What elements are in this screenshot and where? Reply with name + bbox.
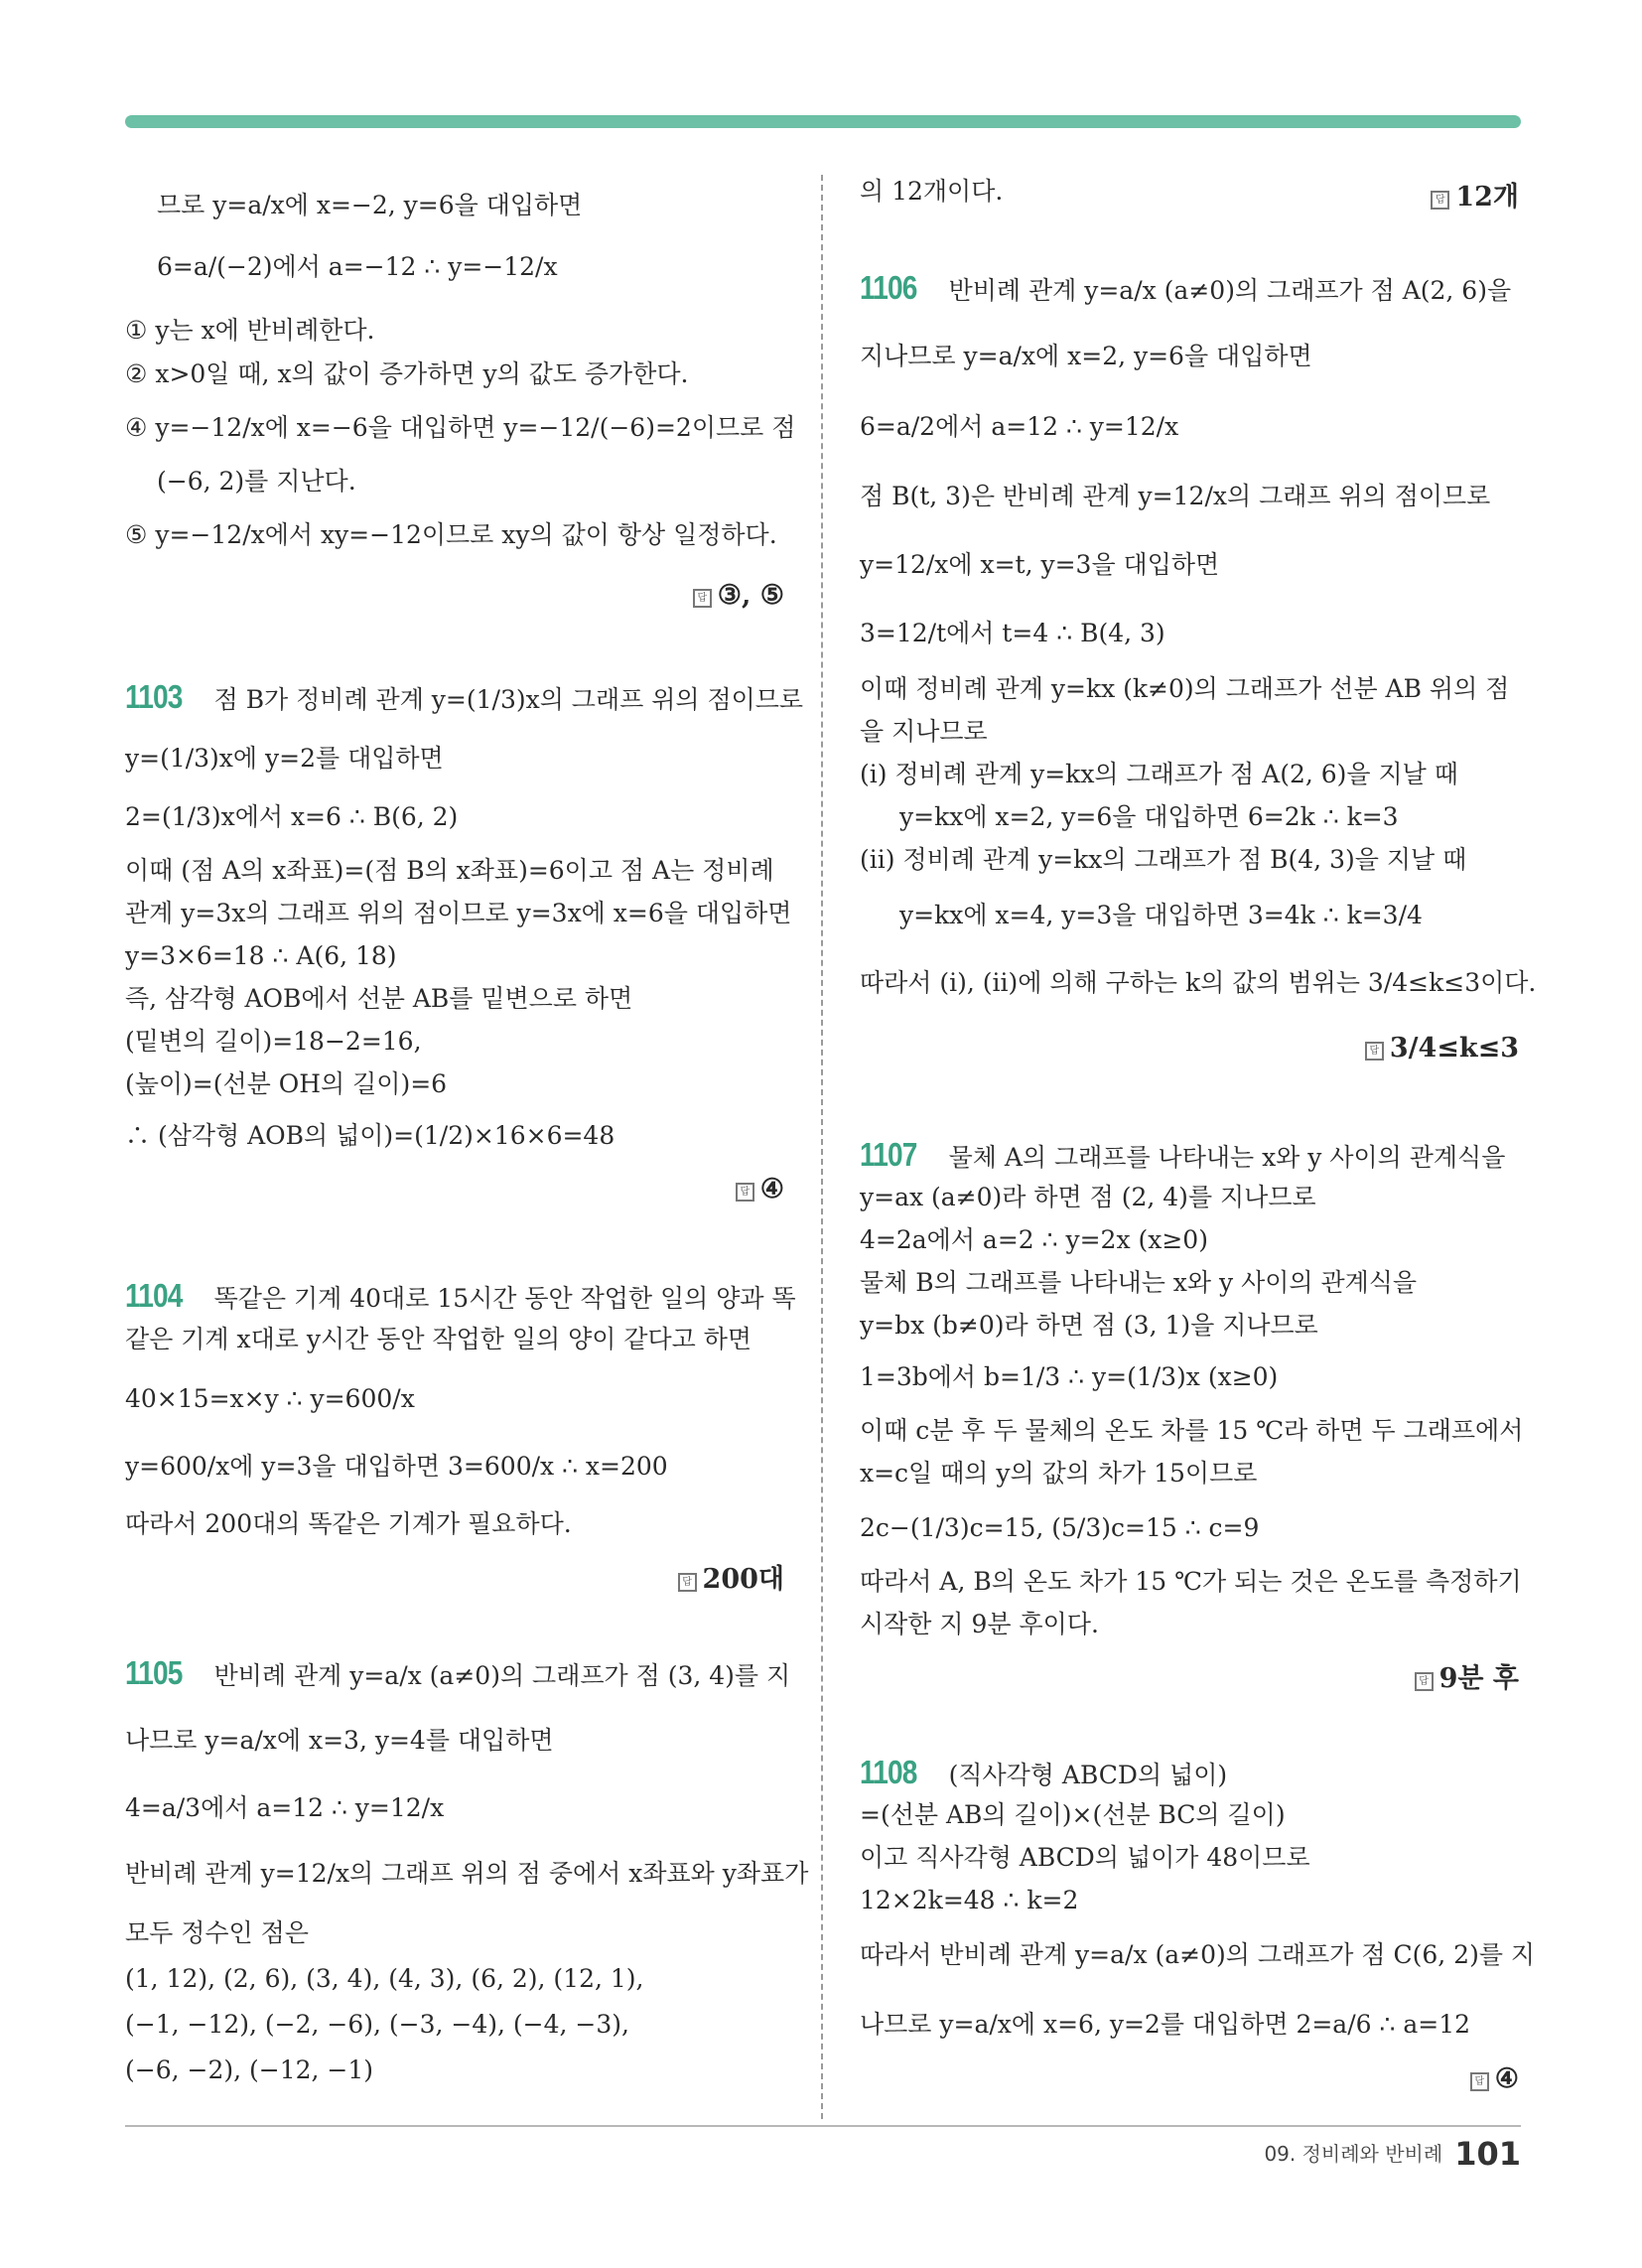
answer-text: 200대 <box>702 1564 784 1595</box>
answer-text: 9분 후 <box>1438 1663 1519 1694</box>
solution-line: x=c일 때의 y의 값의 차가 15이므로 <box>860 1459 1258 1488</box>
solution-line: 이때 (점 A의 x좌표)=(점 B의 x좌표)=6이고 점 A는 정비례 <box>125 856 774 885</box>
answer-text: 3/4≤k≤3 <box>1389 1033 1519 1063</box>
answer-icon: 답 <box>1470 2072 1489 2091</box>
problem-1108 <box>860 1756 1227 1792</box>
solution-line: 반비례 관계 y=12/x의 그래프 위의 점 중에서 x좌표와 y좌표가 <box>125 1859 809 1888</box>
solution-line: 똑같은 기계 40대로 15시간 동안 작업한 일의 양과 똑 <box>213 1284 796 1313</box>
solution-line: (높이)=(선분 OH의 길이)=6 <box>125 1069 448 1098</box>
solution-line: 물체 B의 그래프를 나타내는 x와 y 사이의 관계식을 <box>860 1268 1418 1297</box>
page-footer <box>1264 2135 1521 2173</box>
solution-line: y=12/x에 x=t, y=3을 대입하면 <box>860 550 1220 579</box>
solution-line: 3=12/t에서 t=4 ∴ B(4, 3) <box>860 619 1165 647</box>
solution-line: 나므로 y=a/x에 x=6, y=2를 대입하면 2=a/6 ∴ a=12 <box>860 2010 1471 2039</box>
answer-badge <box>1365 1033 1519 1063</box>
answer-icon: 답 <box>678 1573 697 1592</box>
solution-line: 모두 정수인 점은 <box>125 1918 309 1947</box>
solution-line: 따라서 A, B의 온도 차가 15 ℃가 되는 것은 온도를 측정하기 <box>860 1567 1522 1596</box>
footer-rule <box>125 2125 1521 2127</box>
answer-text: ④ <box>759 1174 784 1205</box>
answer-icon: 답 <box>736 1183 754 1202</box>
solution-line: 점 B가 정비례 관계 y=(1/3)x의 그래프 위의 점이므로 <box>213 685 804 714</box>
solution-line: 6=a/(−2)에서 a=−12 ∴ y=−12/x <box>157 252 558 281</box>
solution-line: y=(1/3)x에 y=2를 대입하면 <box>125 744 444 773</box>
solution-line: ① y는 x에 반비례한다. <box>125 316 375 345</box>
problem-1107 <box>860 1138 1505 1175</box>
solution-line: 따라서 반비례 관계 y=a/x (a≠0)의 그래프가 점 C(6, 2)를 지 <box>860 1940 1536 1969</box>
solution-line: 2c−(1/3)c=15, (5/3)c=15 ∴ c=9 <box>860 1513 1260 1542</box>
solution-line: ② x>0일 때, x의 값이 증가하면 y의 값도 증가한다. <box>125 359 689 388</box>
solution-line: 을 지나므로 <box>860 717 988 746</box>
solution-line: (−1, −12), (−2, −6), (−3, −4), (−4, −3), <box>125 2010 629 2039</box>
answer-badge <box>678 1557 784 1596</box>
answer-badge <box>1431 175 1519 213</box>
solution-line: 따라서 (i), (ii)에 의해 구하는 k의 값의 범위는 3/4≤k≤3이다. <box>860 968 1537 997</box>
solution-line: (직사각형 ABCD의 넓이) <box>948 1761 1228 1789</box>
problem-number: 1103 <box>125 678 183 715</box>
problem-1106 <box>860 271 1511 308</box>
solution-line: 2=(1/3)x에서 x=6 ∴ B(6, 2) <box>125 802 459 831</box>
answer-text: ③, ⑤ <box>717 580 784 611</box>
solution-line: y=kx에 x=2, y=6을 대입하면 6=2k ∴ k=3 <box>899 802 1399 831</box>
problem-1103 <box>125 680 803 717</box>
solution-line: =(선분 AB의 길이)×(선분 BC의 길이) <box>860 1800 1286 1829</box>
solution-line: 관계 y=3x의 그래프 위의 점이므로 y=3x에 x=6을 대입하면 <box>125 899 792 927</box>
problem-1105 <box>125 1656 790 1693</box>
problem-number: 1107 <box>860 1136 917 1173</box>
answer-icon: 답 <box>693 589 712 608</box>
header-accent-bar <box>125 115 1521 128</box>
solution-line: y=600/x에 y=3을 대입하면 3=600/x ∴ x=200 <box>125 1452 668 1481</box>
solution-line: 40×15=x×y ∴ y=600/x <box>125 1384 415 1413</box>
solution-line: 시작한 지 9분 후이다. <box>860 1610 1099 1638</box>
solution-line: 물체 A의 그래프를 나타내는 x와 y 사이의 관계식을 <box>948 1143 1506 1172</box>
answer-icon: 답 <box>1431 191 1449 210</box>
solution-line: 즉, 삼각형 AOB에서 선분 AB를 밑변으로 하면 <box>125 984 633 1013</box>
answer-text: ④ <box>1494 2063 1519 2094</box>
solution-line: 12×2k=48 ∴ k=2 <box>860 1886 1079 1914</box>
solution-line: ∴ (삼각형 AOB의 넓이)=(1/2)×16×6=48 <box>125 1121 616 1150</box>
solution-line: (−6, 2)를 지난다. <box>157 467 356 496</box>
solution-line: 따라서 200대의 똑같은 기계가 필요하다. <box>125 1509 572 1538</box>
solution-line: 반비례 관계 y=a/x (a≠0)의 그래프가 점 (3, 4)를 지 <box>213 1661 791 1690</box>
solution-line: 지나므로 y=a/x에 x=2, y=6을 대입하면 <box>860 342 1312 370</box>
solution-line: 의 12개이다. <box>860 177 1004 206</box>
solution-line: 이고 직사각형 ABCD의 넓이가 48이므로 <box>860 1843 1310 1872</box>
solution-line: y=bx (b≠0)라 하면 점 (3, 1)을 지나므로 <box>860 1311 1318 1340</box>
solution-line: (1, 12), (2, 6), (3, 4), (4, 3), (6, 2), (12, 1), <box>125 1964 644 1993</box>
chapter-title: 09. 정비례와 반비례 <box>1264 2142 1443 2166</box>
answer-icon: 답 <box>1415 1672 1434 1691</box>
solution-line: (i) 정비례 관계 y=kx의 그래프가 점 A(2, 6)을 지날 때 <box>860 760 1458 788</box>
solution-line: y=ax (a≠0)라 하면 점 (2, 4)를 지나므로 <box>860 1183 1316 1211</box>
page-number: 101 <box>1454 2135 1521 2173</box>
solution-line: 므로 y=a/x에 x=−2, y=6을 대입하면 <box>157 191 583 219</box>
problem-number: 1108 <box>860 1754 917 1790</box>
problem-number: 1106 <box>860 269 917 306</box>
solution-line: y=kx에 x=4, y=3을 대입하면 3=4k ∴ k=3/4 <box>899 901 1423 929</box>
problem-number: 1104 <box>125 1277 183 1314</box>
solution-line: 6=a/2에서 a=12 ∴ y=12/x <box>860 412 1179 441</box>
solution-line: 이때 정비례 관계 y=kx (k≠0)의 그래프가 선분 AB 위의 점 <box>860 674 1510 703</box>
solution-line: 반비례 관계 y=a/x (a≠0)의 그래프가 점 A(2, 6)을 <box>948 276 1512 305</box>
solution-line: 같은 기계 x대로 y시간 동안 작업한 일의 양이 같다고 하면 <box>125 1325 753 1353</box>
solution-line: ⑤ y=−12/x에서 xy=−12이므로 xy의 값이 항상 일정하다. <box>125 520 777 549</box>
solution-line: 4=a/3에서 a=12 ∴ y=12/x <box>125 1793 445 1822</box>
column-divider <box>821 175 823 2119</box>
solution-line: 4=2a에서 a=2 ∴ y=2x (x≥0) <box>860 1225 1208 1254</box>
solution-line: 점 B(t, 3)은 반비례 관계 y=12/x의 그래프 위의 점이므로 <box>860 482 1491 510</box>
problem-number: 1105 <box>125 1654 183 1691</box>
answer-badge <box>1470 2063 1519 2094</box>
answer-badge <box>1415 1656 1519 1695</box>
solution-line: (−6, −2), (−12, −1) <box>125 2055 374 2084</box>
problem-1104 <box>125 1279 796 1316</box>
answer-text: 12개 <box>1455 182 1519 213</box>
solution-line: 나므로 y=a/x에 x=3, y=4를 대입하면 <box>125 1726 554 1755</box>
solution-line: ④ y=−12/x에 x=−6을 대입하면 y=−12/(−6)=2이므로 점 <box>125 413 796 442</box>
answer-icon: 답 <box>1365 1042 1384 1061</box>
solution-line: y=3×6=18 ∴ A(6, 18) <box>125 941 397 970</box>
solution-line: 1=3b에서 b=1/3 ∴ y=(1/3)x (x≥0) <box>860 1362 1279 1391</box>
solution-line: (밑변의 길이)=18−2=16, <box>125 1027 422 1056</box>
solution-line: 이때 c분 후 두 물체의 온도 차를 15 ℃라 하면 두 그래프에서 <box>860 1416 1524 1445</box>
solution-line: (ii) 정비례 관계 y=kx의 그래프가 점 B(4, 3)을 지날 때 <box>860 845 1467 874</box>
answer-badge <box>736 1174 784 1205</box>
answer-badge <box>693 580 784 611</box>
